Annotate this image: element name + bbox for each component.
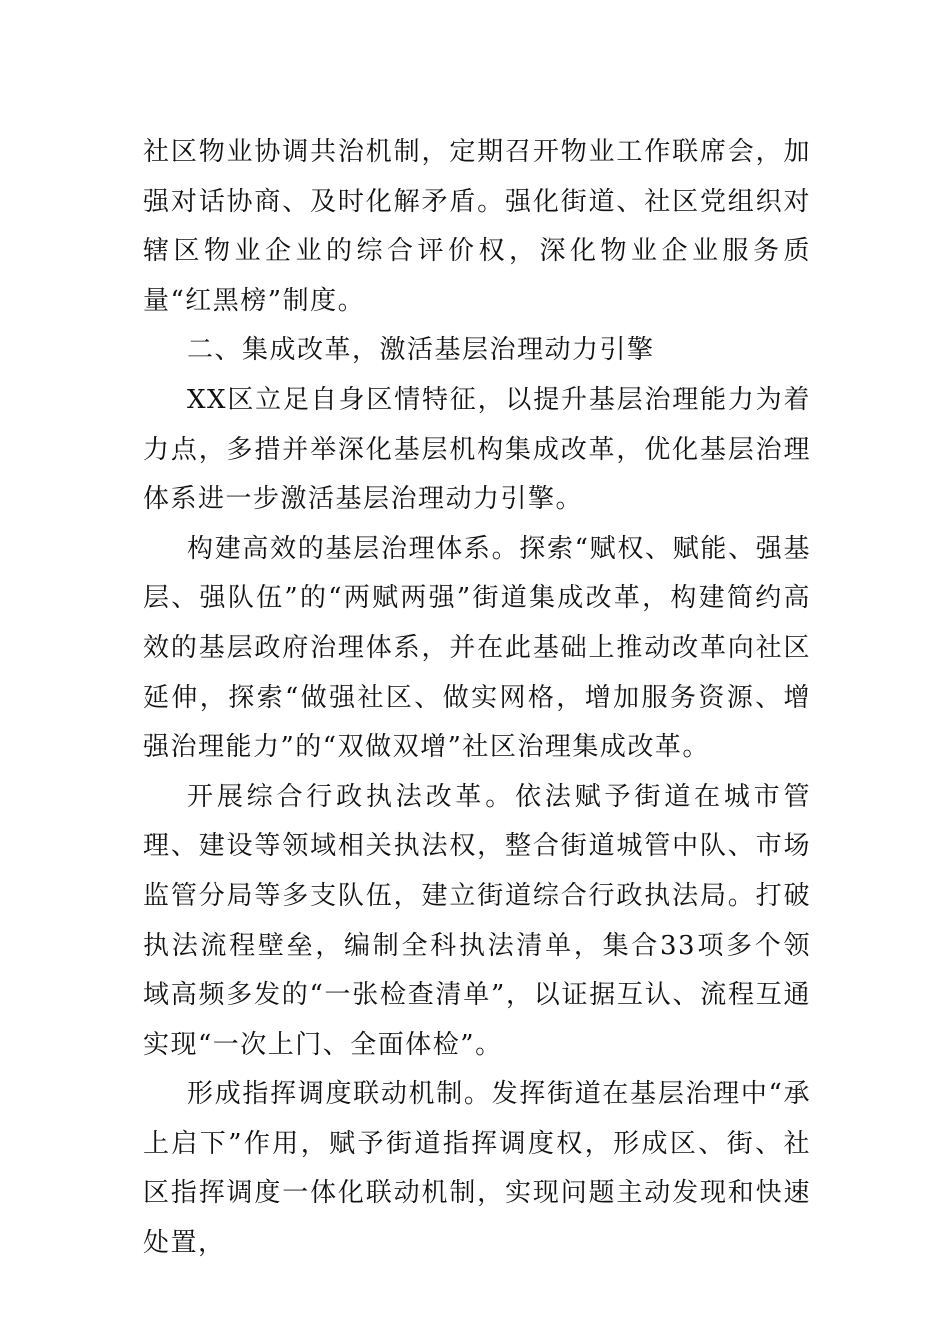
paragraph-governance-system: 构建高效的基层治理体系。探索“赋权、赋能、强基层、强队伍”的“两赋两强”街道集成改革，构建简约高效的基层政府治理体系，并在此基础上推动改革向社区延伸，探索“做强社区、做实网格，增加服务资源、增强治理能力”的“双做双增”社区治理集成改革。 (143, 533, 811, 763)
section-heading-integrated-reform: 二、集成改革，激活基层治理动力引擎 (187, 335, 655, 366)
paragraph-property-mechanism: 社区物业协调共治机制，定期召开物业工作联席会，加强对话协商、及时化解矛盾。强化街道、社区党组织对辖区物业企业的综合评价权，深化物业企业服务质量“红黑榜”制度。 (143, 137, 811, 316)
document-body (143, 128, 811, 1269)
paragraph-district-overview: XX区立足自身区情特征，以提升基层治理能力为着力点，多措并举深化基层机构集成改革，优化基层治理体系进一步激活基层治理动力引擎。 (143, 384, 811, 515)
paragraph-law-enforcement-reform: 开展综合行政执法改革。依法赋予街道在城市管理、建设等领域相关执法权，整合街道城管中队、市场监管分局等多支队伍，建立街道综合行政执法局。打破执法流程壁垒，编制全科执法清单，集合33项多个领域高频多发的“一张检查清单”，以证据互认、流程互通实现“一次上门、全面体检”。 (143, 781, 811, 1060)
paragraph-command-dispatch: 形成指挥调度联动机制。发挥街道在基层治理中“承上启下”作用，赋予街道指挥调度权，形成区、街、社区指挥调度一体化联动机制，实现问题主动发现和快速处置， (143, 1079, 811, 1259)
